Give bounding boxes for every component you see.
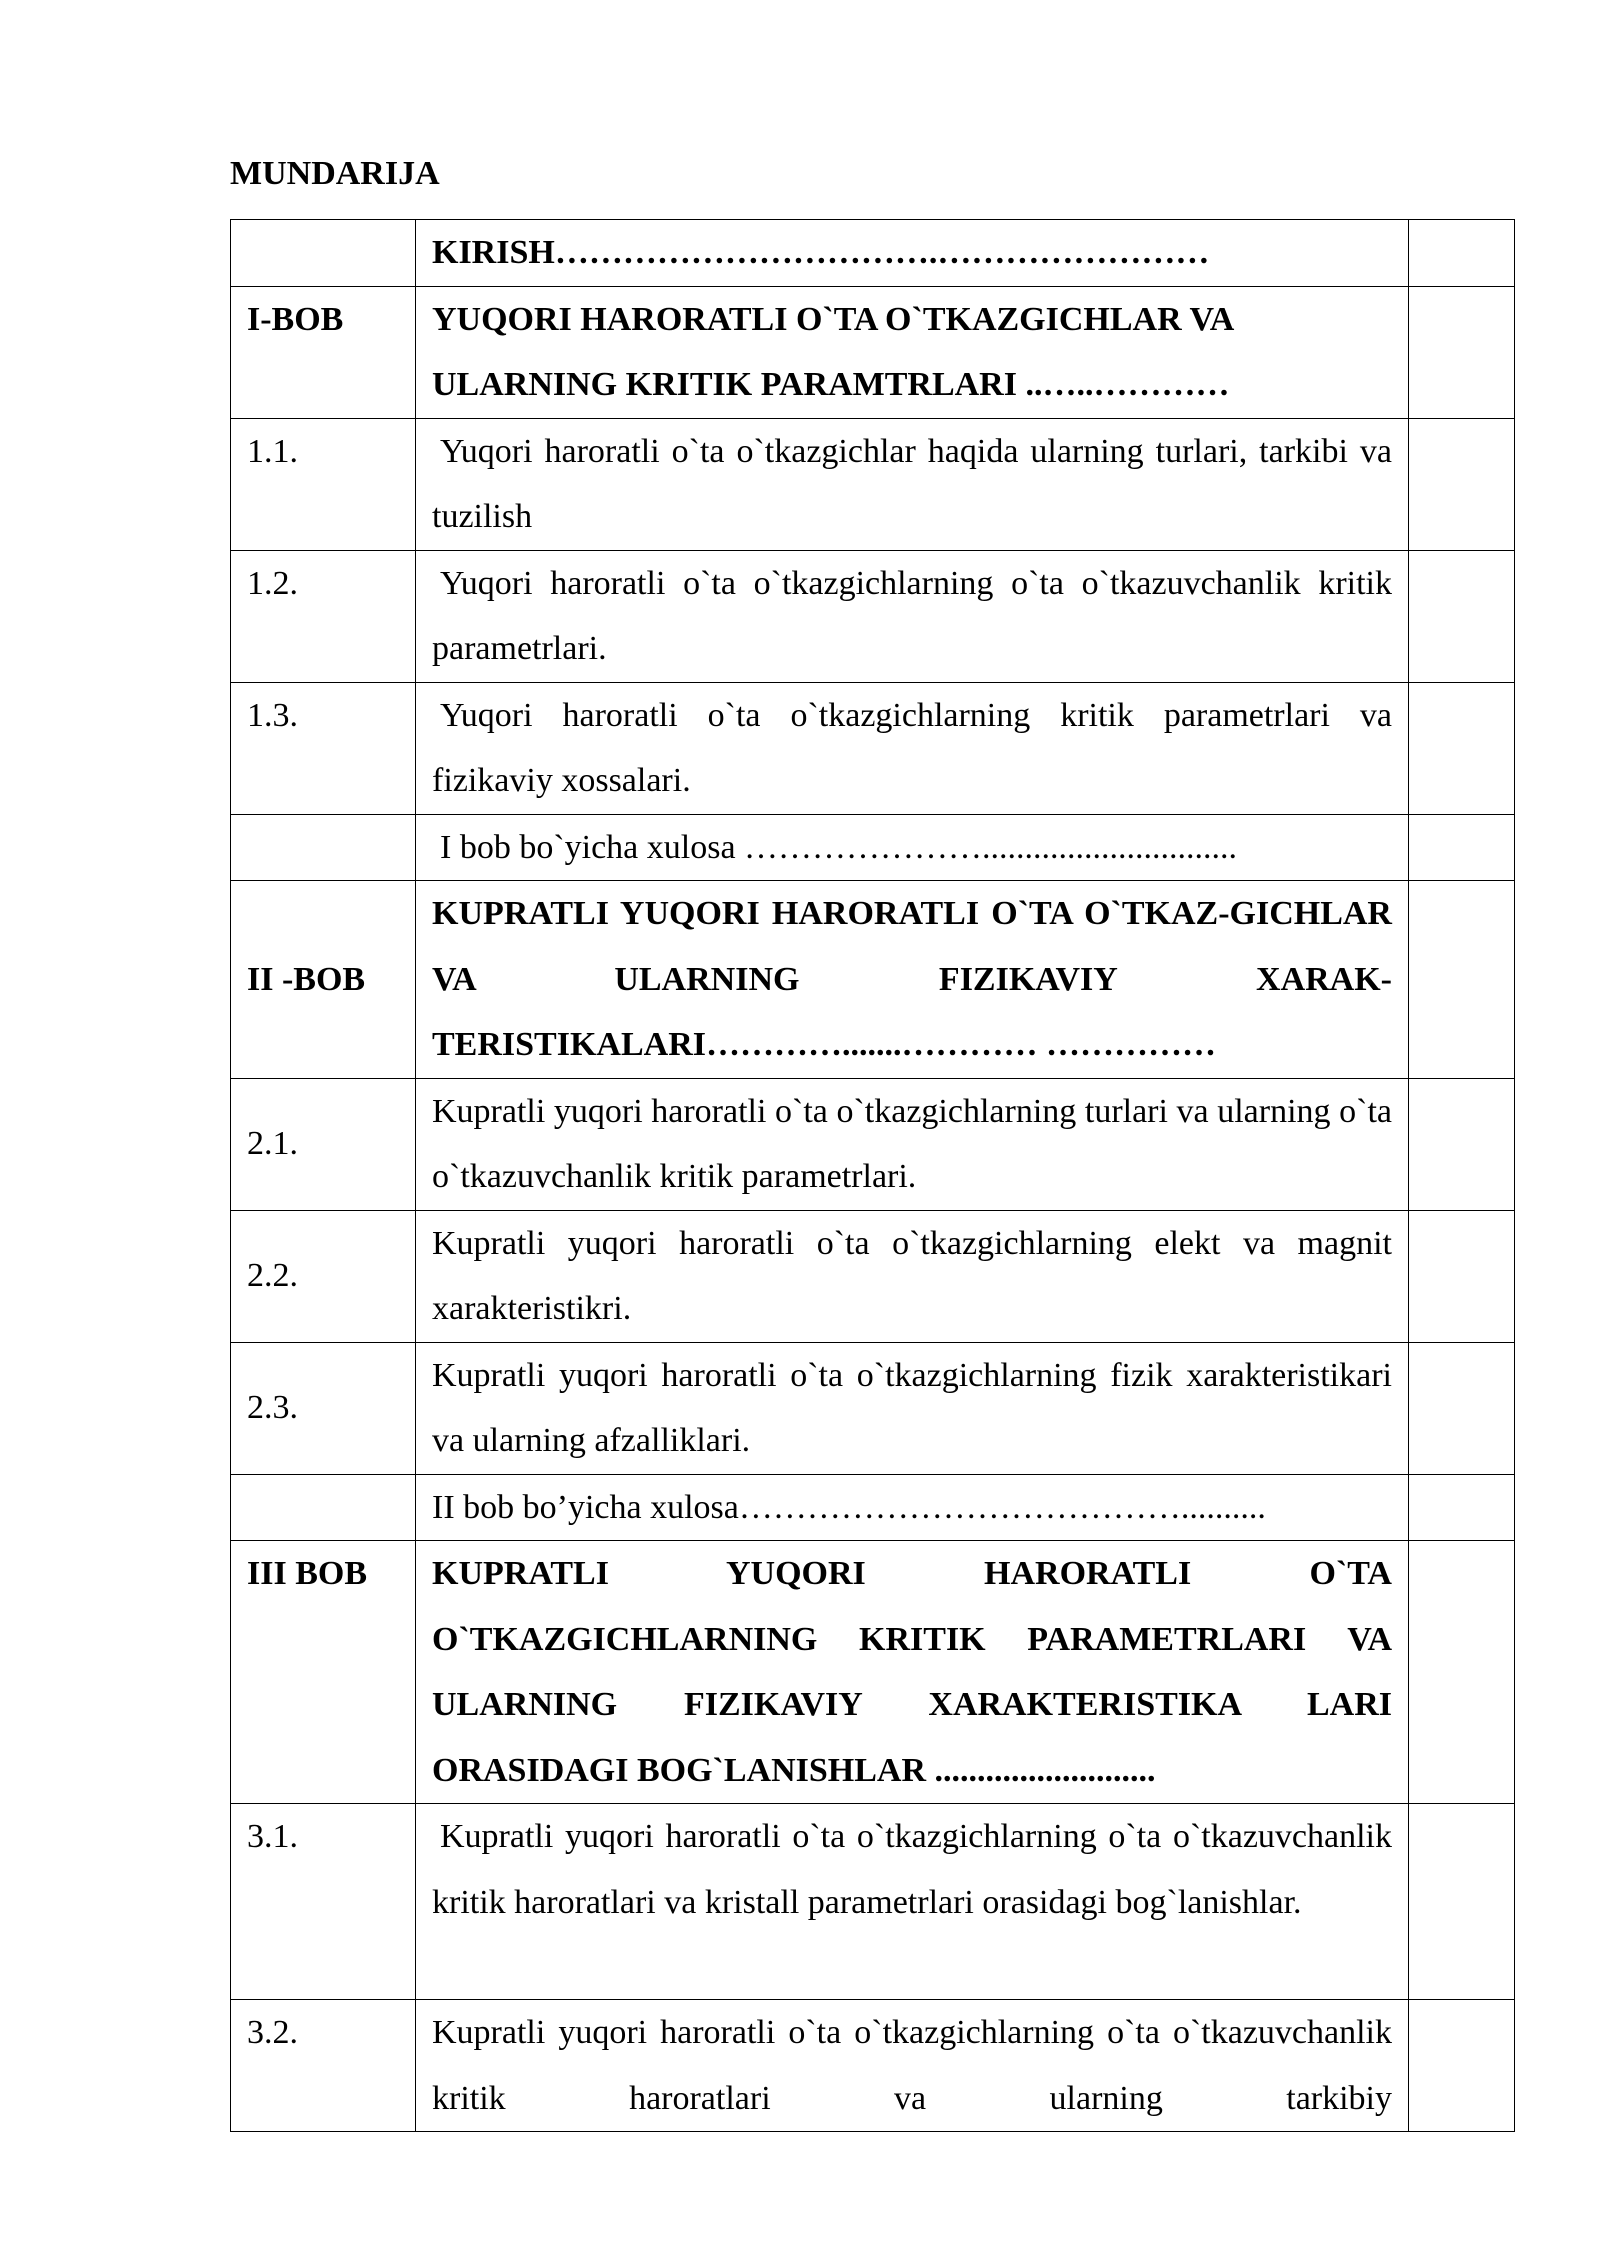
toc-number [231, 814, 416, 881]
toc-page-cell [1409, 286, 1515, 418]
toc-entry: Kupratli yuqori haroratli o`ta o`tkazgichlarning elekt va magnit xarakteristikri. [416, 1210, 1409, 1342]
toc-entry [416, 550, 1409, 682]
toc-page-cell [1409, 1804, 1515, 2000]
toc-entry-text: Yuqori haroratli o`ta o`tkazgichlarning o`ta o`tkazuvchanlik kritik parametrlari. [432, 564, 1392, 667]
toc-entry: KUPRATLI YUQORI HARORATLI O`TA O`TKAZ-GICHLAR VA ULARNING FIZIKAVIY XARAK-TERISTIKALARI………….......………… …………… [416, 881, 1409, 1079]
toc-row [231, 682, 1515, 814]
toc-number: 3.1. [231, 1804, 416, 2000]
toc-page-cell [1409, 682, 1515, 814]
toc-entry: KUPRATLI YUQORI HARORATLI O`TA O`TKAZGICHLARNING KRITIK PARAMETRLARI VA ULARNING FIZIKAVIY XARAKTERISTIKA LARI ORASIDAGI BOG`LANISHLAR .......................... [416, 1541, 1409, 1804]
toc-row [231, 1342, 1515, 1474]
toc-page-cell [1409, 1210, 1515, 1342]
toc-entry: KIRISH…………………………….…………………… [416, 220, 1409, 287]
toc-page-cell [1409, 1541, 1515, 1804]
toc-number [231, 220, 416, 287]
toc-number: 2.1. [231, 1078, 416, 1210]
toc-row [231, 1541, 1515, 1804]
toc-page-cell [1409, 2000, 1515, 2132]
toc-number: 2.2. [231, 1210, 416, 1342]
toc-page-cell [1409, 881, 1515, 1079]
toc-row [231, 814, 1515, 881]
toc-page-cell [1409, 418, 1515, 550]
toc-row [231, 550, 1515, 682]
toc-number: 2.3. [231, 1342, 416, 1474]
toc-row [231, 286, 1515, 418]
toc-number: 1.1. [231, 418, 416, 550]
toc-number: 1.3. [231, 682, 416, 814]
toc-row [231, 418, 1515, 550]
toc-row [231, 2000, 1515, 2132]
toc-number [231, 1474, 416, 1541]
toc-page-cell [1409, 1342, 1515, 1474]
toc-page-cell [1409, 1474, 1515, 1541]
toc-entry: Kupratli yuqori haroratli o`ta o`tkazgichlarning fizik xarakteristikari va ularning afzalliklari. [416, 1342, 1409, 1474]
toc-number: 1.2. [231, 550, 416, 682]
toc-page-cell [1409, 814, 1515, 881]
toc-number: I-BOB [231, 286, 416, 418]
toc-number: III BOB [231, 1541, 416, 1804]
toc-entry-text: Yuqori haroratli o`ta o`tkazgichlarning kritik parametrlari va fizikaviy xossalari. [432, 696, 1392, 799]
toc-page-cell [1409, 550, 1515, 682]
page-title: MUNDARIJA [230, 155, 440, 192]
toc-table [230, 219, 1515, 2132]
toc-row [231, 1804, 1515, 2000]
toc-row [231, 881, 1515, 1079]
toc-entry-text: Yuqori haroratli o`ta o`tkazgichlar haqida ularning turlari, tarkibi va tuzilish [432, 432, 1392, 535]
toc-entry [416, 1804, 1409, 2000]
toc-entry-text: Kupratli yuqori haroratli o`ta o`tkazgichlarning o`ta o`tkazuvchanlik kritik haroratlari va kristall parametrlari orasidagi bog`lanishlar. [432, 1818, 1392, 1921]
toc-number: 3.2. [231, 2000, 416, 2132]
toc-row [231, 1078, 1515, 1210]
toc-entry: Kupratli yuqori haroratli o`ta o`tkazgichlarning turlari va ularning o`ta o`tkazuvchanlik kritik parametrlari. [416, 1078, 1409, 1210]
toc-entry [416, 682, 1409, 814]
toc-entry: YUQORI HARORATLI O`TA O`TKAZGICHLAR VA ULARNING KRITIK PARAMTRLARI ..…..………… [416, 286, 1409, 418]
toc-number: II -BOB [231, 881, 416, 1079]
toc-row [231, 1210, 1515, 1342]
toc-entry [416, 814, 1409, 881]
toc-page-cell [1409, 220, 1515, 287]
toc-entry [416, 418, 1409, 550]
toc-entry: Kupratli yuqori haroratli o`ta o`tkazgichlarning o`ta o`tkazuvchanlik kritik haroratlari va ularning tarkibiy [416, 2000, 1409, 2132]
toc-entry: II bob bo’yicha xulosa………………………………….......... [416, 1474, 1409, 1541]
toc-row [231, 1474, 1515, 1541]
toc-entry-text: I bob bo`yicha xulosa ………………….............................. [440, 828, 1238, 866]
toc-row [231, 220, 1515, 287]
toc-page-cell [1409, 1078, 1515, 1210]
